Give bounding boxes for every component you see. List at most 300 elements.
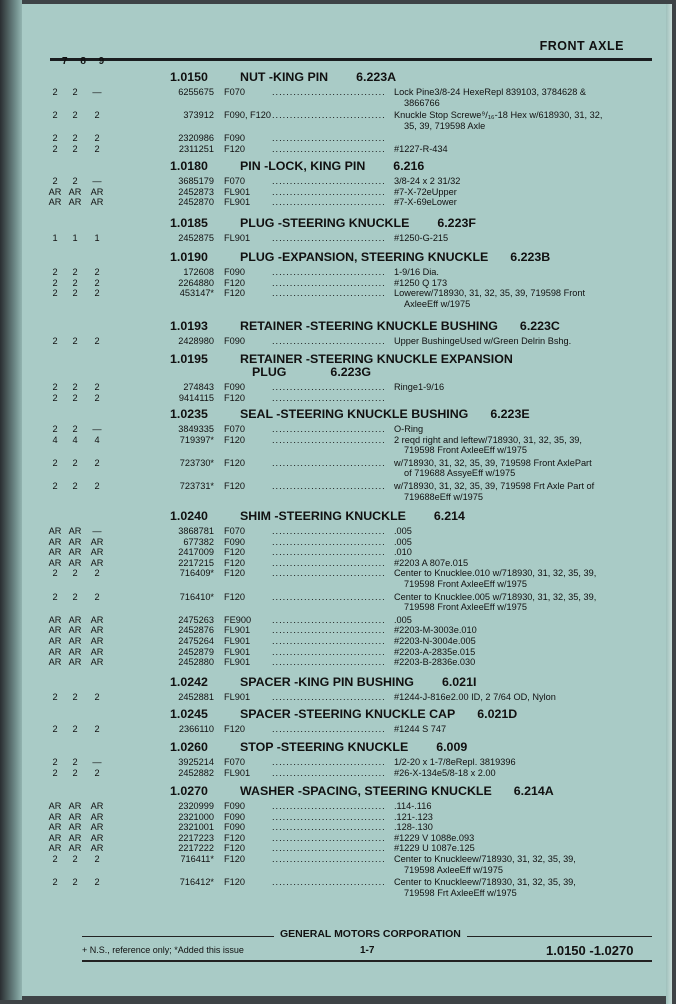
section-name: SPACER -STEERING KNUCKLE CAP [240,707,456,721]
part-number: 723731* [179,481,214,491]
page-range: 1.0150 -1.0270 [546,943,634,958]
model-code: F120 [224,591,245,602]
part-number: 2475263 [178,614,214,625]
leader-dots: ................................ [272,233,386,243]
qty-col-7: 2 [52,110,58,121]
qty-col-7: AR [48,801,62,811]
section-ref: 6.216 [393,159,425,173]
model-code: F090, F120 [224,110,271,121]
qty-col-8: 2 [72,392,78,403]
section-heading [70,407,530,421]
description: 2 reqd right and leftew/718930, 31, 32, 35, 39, [394,434,582,445]
model-code: F120 [224,557,245,568]
section-heading [70,159,424,173]
model-code: FL901 [224,197,251,208]
model-code: F120 [224,392,245,403]
section-heading [70,70,396,84]
description: 1-9/16 Dia. [394,267,439,277]
qty-col-9: 2 [94,288,100,299]
table-row [22,458,672,470]
footer-note: + N.S., reference only; *Added this issue [82,945,244,955]
section-ref: 6.009 [436,740,468,754]
part-number: 3685179 [178,176,214,186]
qty-col-7: 2 [52,457,58,468]
catalog-page [22,4,672,996]
qty-col-7: AR [48,832,62,843]
qty-col-7: 2 [52,767,58,778]
qty-col-7: AR [48,636,62,646]
description: #1250-G-215 [394,233,449,243]
description: O-Ring [394,424,424,434]
qty-col-7: 2 [52,591,58,602]
part-number: 2452881 [178,692,214,702]
leader-dots: ................................ [272,277,386,288]
qty-col-9: 2 [94,144,100,154]
part-number: 373912 [183,110,214,121]
qty-col-8: 2 [72,144,78,154]
leader-dots: ................................ [272,811,386,822]
qty-col-8: AR [68,636,82,646]
table-row [22,336,672,348]
table-row [22,144,672,156]
description: .005 [394,526,412,536]
model-code: F090 [224,267,245,277]
description: #1227-R-434 [394,144,448,154]
leader-dots: ................................ [272,767,386,778]
table-row [22,197,672,209]
section-heading [70,509,465,523]
leader-dots: ................................ [272,877,386,888]
leader-dots: ................................ [272,526,386,536]
leader-dots: ................................ [272,176,386,186]
leader-dots: ................................ [272,481,386,491]
section-number: 1.0260 [170,740,208,754]
part-number: 2311251 [178,144,214,154]
qty-col-7: AR [48,614,62,625]
qty-col-8: 2 [72,724,78,734]
model-code: F070 [224,424,245,434]
leader-dots: ................................ [272,392,386,403]
description: 3/8-24 x 2 31/32 [394,176,461,186]
qty-col-7: AR [48,557,62,568]
book-spine [0,0,22,1000]
section-name: NUT -KING PIN [240,70,329,84]
table-row [22,724,672,736]
part-number: 716411* [180,854,214,864]
section-subheading [252,365,371,379]
description: Center to Knuckleew/718930, 31, 32, 35, 39, [394,854,576,864]
model-code: F120 [224,877,245,888]
qty-col-8: AR [68,843,82,854]
qty-col-8: 2 [72,457,78,468]
description: #2203-A-2835e.015 [394,646,476,657]
part-number: 2264880 [178,277,214,288]
description: #7-X-72eUpper [394,186,457,197]
leader-dots: ................................ [272,724,386,734]
qty-col-9: AR [90,625,104,636]
section-name: PLUG -EXPANSION, STEERING KNUCKLE [240,250,489,264]
qty-col-8: 1 [72,233,78,243]
qty-col-9: — [92,87,102,97]
qty-col-7: 4 [52,434,58,445]
footer-corporation: GENERAL MOTORS CORPORATION [274,928,467,940]
qty-col-7: 2 [52,133,58,144]
leader-dots: ................................ [272,547,386,558]
qty-col-8: 2 [72,277,78,288]
leader-dots: ................................ [272,636,386,646]
part-number: 716412* [179,877,214,888]
description-continued: AxleeEff w/1975 [404,298,471,309]
section-heading [70,216,476,230]
part-number: 723730* [179,457,214,468]
model-code: F090 [224,133,245,144]
qty-col-7: 2 [52,877,58,888]
qty-col-9: AR [90,657,104,668]
model-code: F090 [224,801,245,811]
qty-col-7: AR [48,186,62,197]
qty-col-9: 2 [94,877,100,888]
model-code: F120 [224,457,245,468]
model-code: F120 [224,568,245,579]
qty-col-9: 2 [94,568,100,579]
qty-col-8: 2 [72,87,78,97]
model-code: F090 [224,822,245,833]
leader-dots: ................................ [272,757,386,767]
model-code: F070 [224,176,245,186]
part-number: 9414115 [178,392,214,403]
description: #2203-B-2836e.030 [394,657,476,668]
description: #26-X-134e5/8-18 x 2.00 [394,767,496,778]
description: 1/2-20 x 1-7/8eRepl. 3819396 [394,757,516,767]
qty-col-8: AR [68,657,82,668]
description: #1244 S 747 [394,724,447,734]
qty-col-7: AR [48,547,62,558]
part-number: 2321001 [178,822,214,833]
part-number: 2217215 [178,557,214,568]
qty-col-7: 2 [52,424,58,434]
qty-col-9: AR [90,646,104,657]
qty-col-8: 2 [72,481,78,491]
model-code: FL901 [224,625,251,636]
model-code: FL901 [224,186,251,197]
section-ref: 6.214A [513,784,554,798]
page-title: FRONT AXLE [539,39,624,53]
table-row [22,435,672,447]
qty-col-7: 2 [52,144,58,154]
leader-dots: ................................ [272,646,386,657]
table-row [22,110,672,122]
section-number: 1.0242 [170,675,208,689]
section-number: 1.0245 [170,707,208,721]
qty-col-8: AR [68,811,82,822]
qty-col-8: 2 [72,288,78,299]
table-row [22,233,672,245]
section-ref: 6.223F [437,216,476,230]
qty-col-8: AR [68,832,82,843]
model-code: F120 [224,434,245,445]
leader-dots: ................................ [272,424,386,434]
leader-dots: ................................ [272,801,386,811]
description: .128-.130 [394,822,433,833]
section-ref: 6.223A [356,70,397,84]
description: .114-.116 [394,801,432,811]
qty-col-9: 2 [94,854,100,864]
description: .010 [394,547,412,558]
qty-col-9: AR [90,801,104,811]
qty-col-8: AR [68,625,82,636]
section-name: RETAINER -STEERING KNUCKLE BUSHING [240,319,498,333]
model-code: F090 [224,811,245,822]
qty-col-8: AR [68,822,82,833]
model-code: F090 [224,536,245,547]
part-number: 2452870 [178,197,214,208]
qty-col-9: 2 [94,267,100,277]
leader-dots: ................................ [272,434,386,445]
qty-col-8: AR [68,186,82,197]
leader-dots: ................................ [272,692,386,702]
page-number: 1-7 [360,945,375,956]
qty-col-7: AR [48,811,62,822]
section-number: 1.0235 [170,407,208,421]
leader-dots: ................................ [272,843,386,854]
model-code: F070 [224,757,245,767]
description: Center to Knucklee.005 w/718930, 31, 32, 35, 39, [394,591,597,602]
qty-col-9: AR [90,614,104,625]
qty-col-7: AR [48,657,62,668]
qty-col-8: AR [68,536,82,547]
description: Lock Pine3/8-24 HexeRepl 839103, 3784628 & [394,87,587,97]
description: #1244-J-816e2.00 ID, 2 7/64 OD, Nylon [394,692,556,702]
qty-col-7: 2 [52,568,58,579]
qty-col-9: — [92,424,102,434]
section-heading [70,740,467,754]
qty-col-7: 2 [52,724,58,734]
section-heading [70,675,476,689]
qty-col-9: AR [90,832,104,843]
section-ref: 6.223B [510,250,551,264]
leader-dots: ................................ [272,87,386,97]
qty-col-8: AR [68,801,82,811]
section-number: 1.0193 [170,319,208,333]
description-continued: 719688eEff w/1975 [404,491,484,502]
description-continued: of 719688 AssyeEff w/1975 [404,468,516,479]
model-code: F090 [224,382,245,392]
qty-col-8: 2 [72,767,78,778]
qty-col-8: 2 [72,133,78,144]
part-number: 2452882 [178,767,214,778]
description: Upper BushingeUsed w/Green Delrin Bshg. [394,336,572,346]
description-continued: 719598 Frt AxleeEff w/1975 [404,887,517,898]
qty-col-9: 1 [94,233,100,243]
qty-col-9: AR [90,636,104,646]
qty-col-9: AR [90,822,104,833]
part-number: 3868781 [178,526,214,536]
part-number: 2320999 [178,801,214,811]
model-code: F090 [224,336,245,346]
section-ref: 6.021D [477,707,518,721]
description: w/718930, 31, 32, 35, 39, 719598 Frt Axle Part of [394,481,595,491]
leader-dots: ................................ [272,591,386,602]
section-ref: 6.021I [441,675,477,689]
description: .005 [394,614,412,625]
qty-col-9: 2 [94,110,100,121]
qty-col-9: — [92,757,102,767]
section-heading [70,250,550,264]
qty-col-7: 2 [52,176,58,186]
qty-col-8: 2 [72,591,78,602]
leader-dots: ................................ [272,557,386,568]
description: #2203-M-3003e.010 [394,625,477,636]
section-name-continued: PLUG [252,365,287,379]
description: #2203-N-3004e.005 [394,636,476,646]
part-number: 2321000 [178,811,214,822]
model-code: FL901 [224,657,251,668]
qty-col-8: 2 [72,336,78,346]
qty-col-9: 2 [94,336,100,346]
qty-col-7: AR [48,646,62,657]
qty-col-9: 2 [94,591,100,602]
qty-col-9: AR [90,811,104,822]
part-number: 2366110 [178,724,214,734]
qty-col-8: 2 [72,692,78,702]
section-name: PIN -LOCK, KING PIN [240,159,366,173]
description: #1250 Q 173 [394,277,448,288]
qty-col-7: AR [48,536,62,547]
model-code: F120 [224,277,245,288]
qty-col-7: 2 [52,757,58,767]
description: .005 [394,536,412,547]
section-name: SPACER -KING PIN BUSHING [240,675,414,689]
model-code: FL901 [224,233,251,243]
qty-col-8: 2 [72,854,78,864]
qty-col-8: 2 [72,110,78,121]
qty-col-7: 2 [52,854,58,864]
leader-dots: ................................ [272,197,386,208]
section-number: 1.0185 [170,216,208,230]
section-heading [70,352,513,366]
leader-dots: ................................ [272,832,386,843]
part-number: 3849335 [178,424,214,434]
table-row [22,288,672,300]
section-number: 1.0180 [170,159,208,173]
leader-dots: ................................ [272,457,386,468]
section-number: 1.0150 [170,70,208,84]
section-number: 1.0195 [170,352,208,366]
leader-dots: ................................ [272,144,386,154]
table-row [22,568,672,580]
model-code: FE900 [224,614,252,625]
model-code: F120 [224,843,245,854]
part-number: 6255675 [178,87,214,97]
qty-col-9: 2 [94,481,100,491]
section-name: STOP -STEERING KNUCKLE [240,740,409,754]
qty-col-7: AR [48,843,62,854]
qty-col-8: AR [68,547,82,558]
leader-dots: ................................ [272,822,386,833]
qty-col-8: 2 [72,757,78,767]
section-number: 1.0270 [170,784,208,798]
section-name: RETAINER -STEERING KNUCKLE EXPANSION [240,352,513,366]
model-code: F070 [224,526,245,536]
part-number: 2452875 [178,233,214,243]
table-row [22,87,672,99]
description-continued: 35, 39, 719598 Axle [404,120,486,131]
qty-col-9: — [92,176,102,186]
description-continued: 719598 Front AxleeEff w/1975 [404,445,527,456]
qty-col-8: 2 [72,382,78,392]
section-name: SHIM -STEERING KNUCKLE [240,509,406,523]
leader-dots: ................................ [272,186,386,197]
qty-col-7: 2 [52,481,58,491]
qty-col-9: 2 [94,392,100,403]
description: Center to Knucklee.010 w/718930, 31, 32, 35, 39, [394,568,597,579]
column-headers: 7 8 9 [62,56,105,67]
qty-col-9: AR [90,536,104,547]
qty-col-7: 2 [52,392,58,403]
table-row [22,854,672,866]
qty-col-9: AR [90,843,104,854]
part-number: 2452876 [178,625,214,636]
qty-col-7: 2 [52,87,58,97]
qty-col-7: 2 [52,692,58,702]
qty-col-7: 2 [52,277,58,288]
qty-col-7: AR [48,526,62,536]
qty-col-8: AR [68,646,82,657]
leader-dots: ................................ [272,854,386,864]
description: Ringe1-9/16 [394,382,445,392]
qty-col-8: 2 [72,568,78,579]
description: #1229 V 1088e.093 [394,832,475,843]
qty-col-9: 4 [94,434,100,445]
model-code: F120 [224,288,245,299]
qty-col-9: AR [90,547,104,558]
description: Lowerew/718930, 31, 32, 35, 39, 719598 Front [394,288,586,299]
part-number: 2217223 [178,832,214,843]
model-code: FL901 [224,646,251,657]
part-number: 719397* [179,434,214,445]
qty-col-7: 2 [52,267,58,277]
description-continued: 719598 Front AxleeEff w/1975 [404,579,527,589]
part-number: 716409* [179,568,214,579]
description: Center to Knuckleew/718930, 31, 32, 35, 39, [394,877,576,888]
description: #7-X-69eLower [394,197,457,208]
table-row [22,657,672,669]
qty-col-9: 2 [94,724,100,734]
part-number: 2475264 [178,636,214,646]
qty-col-8: 2 [72,877,78,888]
leader-dots: ................................ [272,536,386,547]
qty-col-9: 2 [94,382,100,392]
qty-col-9: 2 [94,692,100,702]
leader-dots: ................................ [272,382,386,392]
part-number: 716410* [179,591,214,602]
leader-dots: ................................ [272,288,386,299]
section-name: PLUG -STEERING KNUCKLE [240,216,410,230]
model-code: FL901 [224,767,251,778]
table-row [22,393,672,405]
section-number: 1.0190 [170,250,208,264]
part-number: 2452880 [178,657,214,668]
qty-col-7: 2 [52,336,58,346]
description-continued: 719598 AxleeEff w/1975 [404,864,503,875]
qty-col-9: — [92,526,102,536]
leader-dots: ................................ [272,568,386,579]
description: Knuckle Stop Screwe⁹/₁₆-18 Hex w/618930, 31, 32, [394,110,603,121]
qty-col-9: AR [90,186,104,197]
section-number: 1.0240 [170,509,208,523]
section-heading [70,707,517,721]
part-number: 453147* [179,288,214,299]
